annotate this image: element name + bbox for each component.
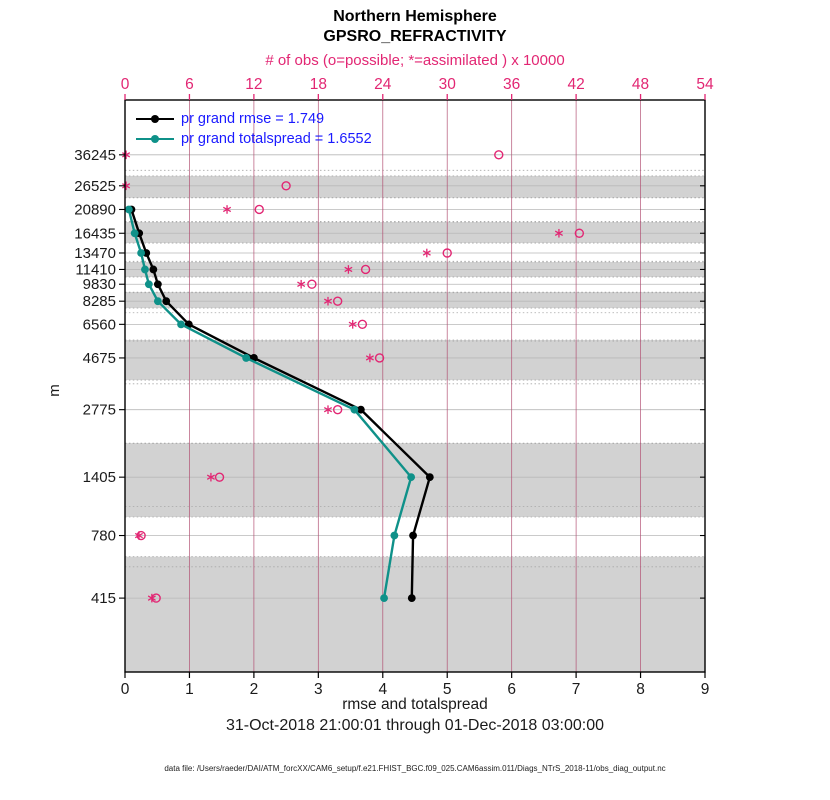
obs-tick-label: 18 [309,76,327,93]
rmse-marker [154,280,162,288]
obs-tick-label: 48 [631,76,650,93]
obs-axis-title: # of obs (o=possible; *=assimilated ) x 10000 [265,52,565,69]
y-tick-label: 8285 [82,293,116,311]
totalspread-marker [390,532,398,540]
totalspread-marker [145,280,153,288]
y-tick-label: 2775 [82,401,116,419]
totalspread-marker [154,297,162,305]
totalspread-marker [125,206,133,214]
time-range-label: 31-Oct-2018 21:00:01 through 01-Dec-2018 03:00:00 [225,717,605,734]
obs-tick-label: 30 [438,76,456,93]
x-axis-title: rmse and totalspread [342,696,488,713]
rmse-marker [409,532,417,540]
legend [136,109,372,149]
x-tick-label: 1 [185,681,194,698]
totalspread-marker [177,320,185,328]
x-tick-label: 7 [571,681,581,698]
rmse-marker [426,473,434,481]
x-tick-label: 0 [120,681,130,698]
y-tick-label: 11410 [75,261,116,279]
rmse-marker [408,594,416,602]
totalspread-marker [407,473,415,481]
chart-title-line1: Northern Hemisphere [333,8,497,25]
y-tick-label: 26525 [74,177,116,195]
obs-tick-label: 36 [503,76,521,93]
obs-tick-label: 24 [374,76,392,93]
level-band [125,443,705,517]
y-tick-label: 6560 [82,316,116,334]
legend-line-sample-rmse [136,114,174,124]
x-tick-label: 3 [314,681,323,698]
x-tick-label: 9 [700,681,710,698]
level-band [125,340,705,380]
y-tick-label: 780 [90,527,116,545]
totalspread-marker [137,249,145,257]
y-tick-label: 20890 [74,201,116,219]
level-band [125,557,705,672]
obs-tick-label: 12 [245,76,263,93]
y-tick-label: 36245 [74,146,116,164]
level-band [125,176,705,198]
y-tick-label: 9830 [82,276,116,294]
totalspread-marker [380,594,388,602]
level-band [125,292,705,308]
obs-tick-label: 54 [696,76,714,93]
y-tick-label: 13470 [74,244,116,262]
x-tick-label: 5 [442,681,452,698]
x-tick-label: 8 [636,681,645,698]
rmse-marker [149,266,157,274]
legend-label-spread: pr grand totalspread = 1.6552 [181,131,372,147]
obs-tick-label: 42 [567,76,585,93]
x-tick-label: 2 [249,681,259,698]
totalspread-marker [351,406,359,414]
x-tick-label: 4 [378,681,388,698]
y-tick-label: 415 [90,590,116,608]
y-tick-label: 1405 [82,469,116,487]
rmse-marker [162,297,170,305]
y-tick-label: 16435 [74,225,116,243]
legend-label-rmse: pr grand rmse = 1.749 [181,111,325,127]
level-band [125,222,705,243]
obs-tick-label: 0 [120,76,130,93]
legend-entry-rmse [136,109,372,129]
totalspread-marker [242,354,250,362]
y-axis-title: m [45,384,63,397]
chart-title-line2: GPSRO_REFRACTIVITY [323,28,507,45]
legend-entry-spread [136,129,372,149]
x-tick-label: 6 [507,681,516,698]
totalspread-marker [131,229,139,237]
legend-line-sample-spread [136,134,174,144]
obs-tick-label: 6 [185,76,194,93]
y-tick-label: 4675 [82,349,116,367]
data-file-path: data file: /Users/raeder/DAI/ATM_forcXX/CAM6_setup/f.e21.FHIST_BGC.f09_025.CAM6assim.011/Diags_NTrS_2018-11/obs_diag_output.nc [164,764,666,773]
totalspread-marker [141,266,149,274]
